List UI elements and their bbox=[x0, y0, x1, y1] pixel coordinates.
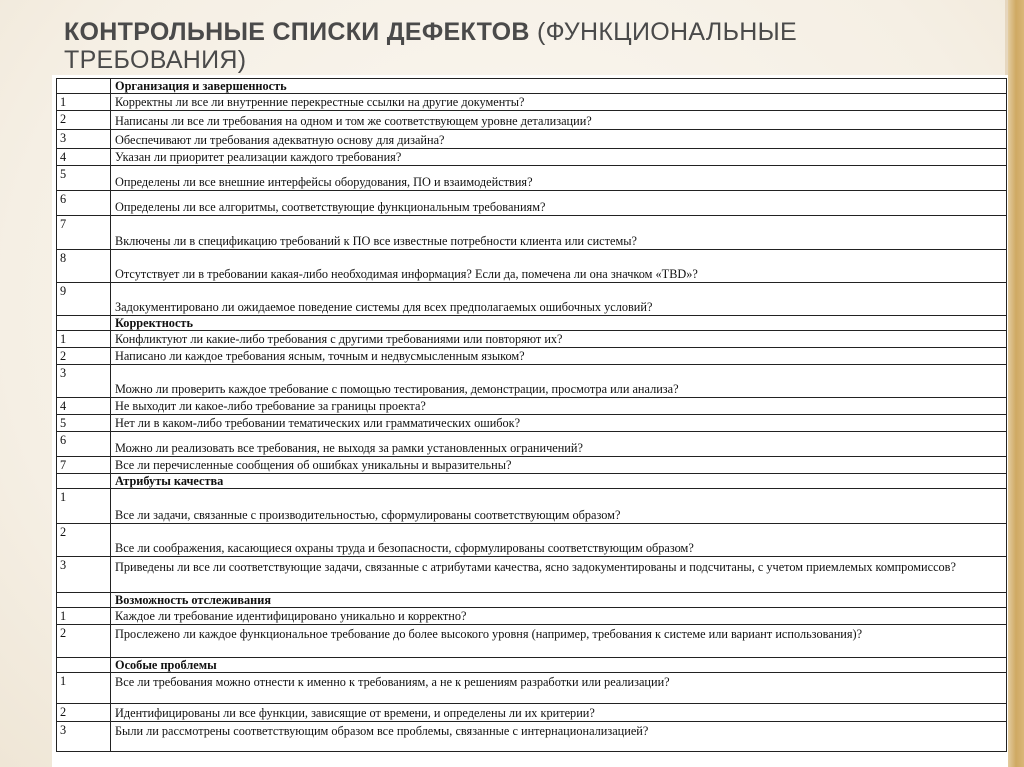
item-number: 9 bbox=[57, 283, 111, 316]
item-number: 5 bbox=[57, 166, 111, 191]
decorative-side-strip bbox=[1008, 0, 1024, 767]
section-heading: Корректность bbox=[111, 316, 1007, 331]
item-question: Отсутствует ли в требовании какая-либо необходимая информация? Если да, помечена ли она значком «TBD»? bbox=[111, 250, 1007, 283]
item-number: 3 bbox=[57, 557, 111, 593]
item-number: 1 bbox=[57, 331, 111, 348]
section-number-cell bbox=[57, 593, 111, 608]
checklist-row bbox=[57, 673, 1007, 704]
item-number: 2 bbox=[57, 625, 111, 658]
section-number-cell bbox=[57, 79, 111, 94]
item-number: 3 bbox=[57, 365, 111, 398]
item-question: Можно ли проверить каждое требование с помощью тестирования, демонстрации, просмотра или анализа? bbox=[111, 365, 1007, 398]
section-header-row bbox=[57, 474, 1007, 489]
item-question: Написано ли каждое требования ясным, точным и недвусмысленным языком? bbox=[111, 348, 1007, 365]
checklist-row bbox=[57, 365, 1007, 398]
item-question: Не выходит ли какое-либо требование за границы проекта? bbox=[111, 398, 1007, 415]
item-question: Все ли требования можно отнести к именно к требованиям, а не к решениям разработки или реализации? bbox=[111, 673, 1007, 704]
item-question: Нет ли в каком-либо требовании тематических или грамматических ошибок? bbox=[111, 415, 1007, 432]
checklist-row bbox=[57, 94, 1007, 111]
checklist-row bbox=[57, 704, 1007, 722]
item-question: Все ли перечисленные сообщения об ошибках уникальны и выразительны? bbox=[111, 457, 1007, 474]
checklist-row bbox=[57, 250, 1007, 283]
checklist-row bbox=[57, 489, 1007, 524]
checklist-row bbox=[57, 130, 1007, 149]
slide-title-rest: (ФУНКЦИОНАЛЬНЫЕ ТРЕБОВАНИЯ) bbox=[64, 18, 798, 74]
checklist-row bbox=[57, 557, 1007, 593]
checklist-row bbox=[57, 149, 1007, 166]
item-number: 4 bbox=[57, 149, 111, 166]
section-heading: Организация и завершенность bbox=[111, 79, 1007, 94]
item-question: Были ли рассмотрены соответствующим образом все проблемы, связанные с интернационализацией? bbox=[111, 722, 1007, 752]
item-number: 2 bbox=[57, 704, 111, 722]
item-question: Каждое ли требование идентифицировано уникально и корректно? bbox=[111, 608, 1007, 625]
item-number: 5 bbox=[57, 415, 111, 432]
section-heading: Возможность отслеживания bbox=[111, 593, 1007, 608]
section-number-cell bbox=[57, 474, 111, 489]
section-header-row bbox=[57, 593, 1007, 608]
checklist-row bbox=[57, 524, 1007, 557]
item-question: Конфликтуют ли какие-либо требования с другими требованиями или повторяют их? bbox=[111, 331, 1007, 348]
checklist-row bbox=[57, 191, 1007, 216]
section-heading: Особые проблемы bbox=[111, 658, 1007, 673]
checklist-row bbox=[57, 398, 1007, 415]
section-heading: Атрибуты качества bbox=[111, 474, 1007, 489]
section-header-row bbox=[57, 316, 1007, 331]
checklist-row bbox=[57, 348, 1007, 365]
item-question: Идентифицированы ли все функции, зависящие от времени, и определены ли их критерии? bbox=[111, 704, 1007, 722]
item-question: Задокументировано ли ожидаемое поведение системы для всех предполагаемых ошибочных условий? bbox=[111, 283, 1007, 316]
item-number: 2 bbox=[57, 524, 111, 557]
checklist-row bbox=[57, 432, 1007, 457]
checklist-row bbox=[57, 625, 1007, 658]
item-question: Можно ли реализовать все требования, не выходя за рамки установленных ограничений? bbox=[111, 432, 1007, 457]
item-question: Написаны ли все ли требования на одном и том же соответствующем уровне детализации? bbox=[111, 111, 1007, 130]
slide-title bbox=[64, 18, 924, 74]
item-number: 2 bbox=[57, 111, 111, 130]
checklist-row bbox=[57, 331, 1007, 348]
item-number: 1 bbox=[57, 489, 111, 524]
item-number: 8 bbox=[57, 250, 111, 283]
checklist-row bbox=[57, 457, 1007, 474]
item-question: Указан ли приоритет реализации каждого требования? bbox=[111, 149, 1007, 166]
section-number-cell bbox=[57, 316, 111, 331]
item-number: 6 bbox=[57, 191, 111, 216]
checklist-row bbox=[57, 111, 1007, 130]
checklist-row bbox=[57, 283, 1007, 316]
checklist-row bbox=[57, 608, 1007, 625]
section-header-row bbox=[57, 79, 1007, 94]
checklist-row bbox=[57, 216, 1007, 250]
item-number: 7 bbox=[57, 457, 111, 474]
section-header-row bbox=[57, 658, 1007, 673]
item-question: Определены ли все алгоритмы, соответствующие функциональным требованиям? bbox=[111, 191, 1007, 216]
item-number: 2 bbox=[57, 348, 111, 365]
item-number: 3 bbox=[57, 130, 111, 149]
item-number: 4 bbox=[57, 398, 111, 415]
item-question: Определены ли все внешние интерфейсы оборудования, ПО и взаимодействия? bbox=[111, 166, 1007, 191]
slide-title-bold: КОНТРОЛЬНЫЕ СПИСКИ ДЕФЕКТОВ bbox=[64, 18, 530, 46]
item-question: Все ли соображения, касающиеся охраны труда и безопасности, сформулированы соответствующим образом? bbox=[111, 524, 1007, 557]
checklist-row bbox=[57, 415, 1007, 432]
checklist-row bbox=[57, 166, 1007, 191]
item-question: Все ли задачи, связанные с производительностью, сформулированы соответствующим образом? bbox=[111, 489, 1007, 524]
item-number: 6 bbox=[57, 432, 111, 457]
defect-checklist-table bbox=[56, 78, 1007, 752]
item-number: 7 bbox=[57, 216, 111, 250]
item-number: 1 bbox=[57, 673, 111, 704]
item-number: 1 bbox=[57, 94, 111, 111]
item-question: Прослежено ли каждое функциональное требование до более высокого уровня (например, требования к системе или вариант использования)? bbox=[111, 625, 1007, 658]
item-question: Обеспечивают ли требования адекватную основу для дизайна? bbox=[111, 130, 1007, 149]
item-question: Включены ли в спецификацию требований к ПО все известные потребности клиента или системы? bbox=[111, 216, 1007, 250]
item-question: Приведены ли все ли соответствующие задачи, связанные с атрибутами качества, ясно задокументированы и подсчитаны, с учетом приемлемых компромиссов? bbox=[111, 557, 1007, 593]
item-question: Корректны ли все ли внутренние перекрестные ссылки на другие документы? bbox=[111, 94, 1007, 111]
item-number: 1 bbox=[57, 608, 111, 625]
item-number: 3 bbox=[57, 722, 111, 752]
section-number-cell bbox=[57, 658, 111, 673]
checklist-row bbox=[57, 722, 1007, 752]
